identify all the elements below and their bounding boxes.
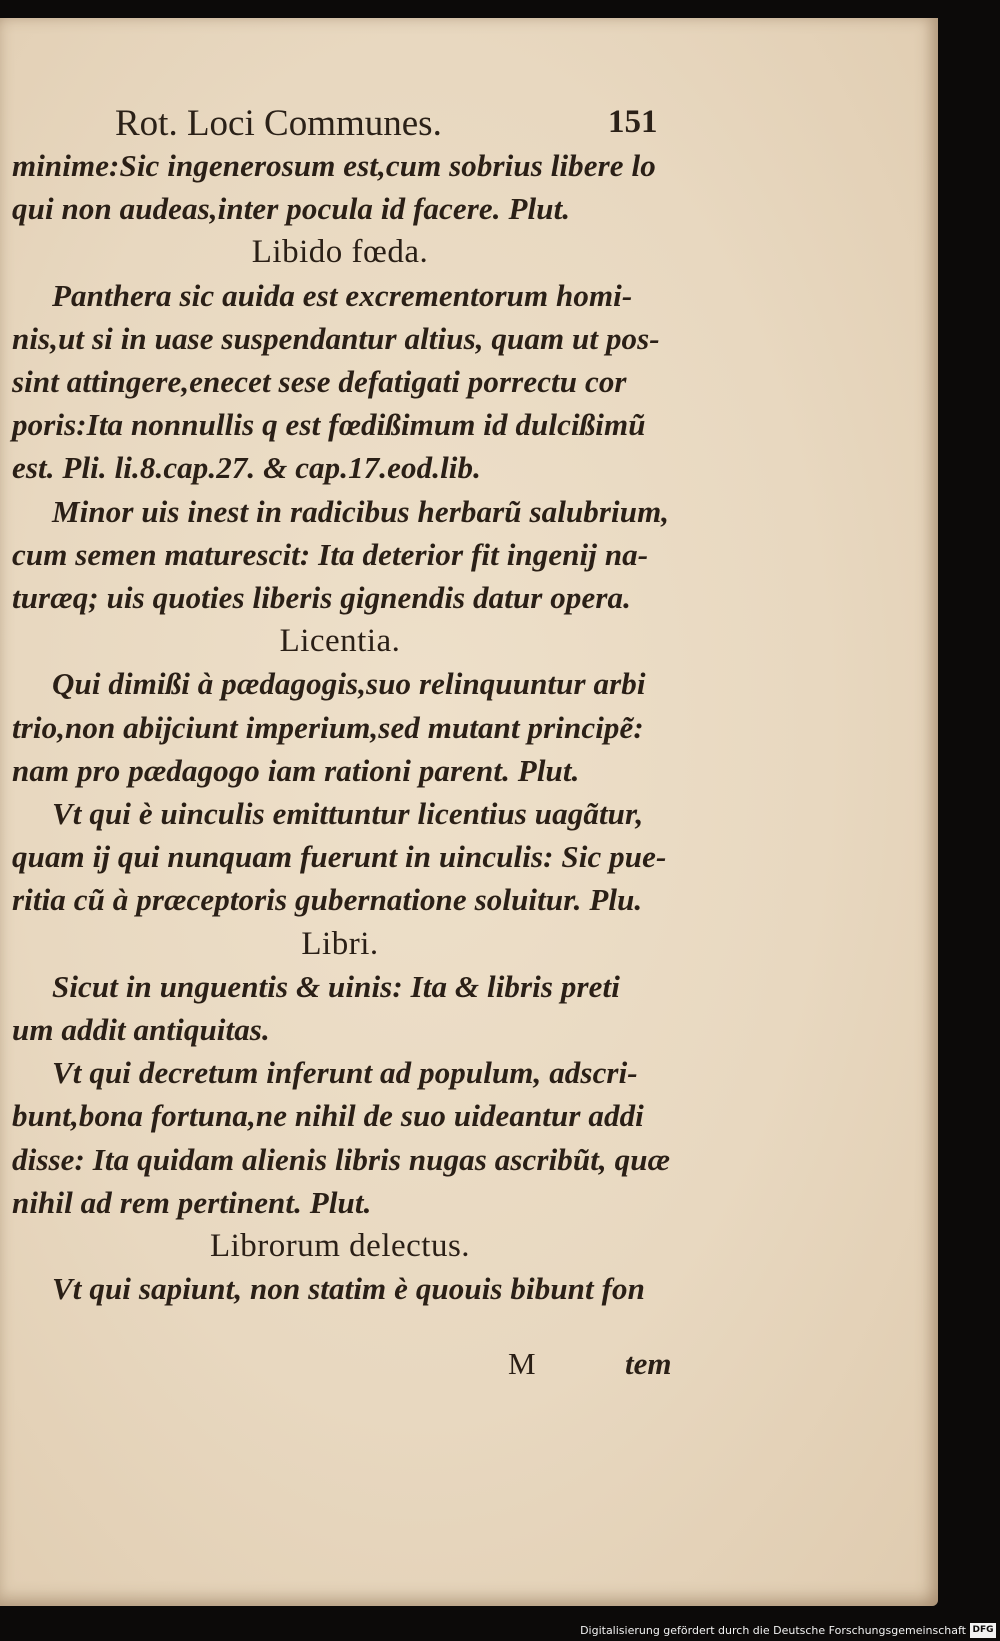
section-heading: Libido fœda. [251, 234, 429, 271]
text-line: est. Pli. li.8.cap.27. & cap.17.eod.lib. [12, 450, 481, 486]
paragraph-first-line: Vt qui decretum inferunt ad populum, adscri- [52, 1055, 638, 1091]
text-line: nam pro pædagogo iam rationi parent. Plut. [12, 752, 580, 788]
text-line: disse: Ita quidam alienis libris nugas ascribũt, quæ [12, 1141, 671, 1177]
text-line: ritia cũ à præceptoris gubernatione soluitur. Plu. [12, 882, 643, 918]
text-line: nihil ad rem pertinent. Plut. [12, 1184, 372, 1220]
text-line: quam ij qui nunquam fuerunt in uinculis: Sic pue- [12, 839, 667, 875]
section-heading: Licentia. [279, 623, 401, 660]
paragraph-first-line: Vt qui è uinculis emittuntur licentius uagãtur, [52, 796, 644, 831]
book-page [0, 18, 938, 1606]
section-heading: Libri. [301, 925, 379, 962]
text-line: turæq; uis quoties liberis gignendis datur opera. [12, 580, 631, 615]
text-line: trio,non abijciunt imperium,sed mutant principẽ: [12, 709, 644, 745]
catchword: tem [625, 1346, 672, 1381]
paragraph-first-line: Panthera sic auida est excrementorum homi- [52, 277, 633, 313]
signature-mark: M [508, 1346, 536, 1381]
text-line: qui non audeas,inter pocula id facere. Plut. [12, 191, 571, 227]
text-line: cum semen maturescit: Ita deterior fit ingenij na- [12, 536, 649, 572]
text-line: sint attingere,enecet sese defatigati porrectu cor [12, 364, 627, 399]
running-head [0, 102, 740, 152]
paragraph-first-line: Minor uis inest in radicibus herbarũ salubrium, [52, 493, 670, 529]
paragraph-first-line: Vt qui sapiunt, non statim è quouis bibunt fon [52, 1271, 645, 1307]
paragraph-first-line: Qui dimißi à pædagogis,suo relinquuntur arbi [52, 666, 646, 702]
text-line: minime:Sic ingenerosum est,cum sobrius libere lo [12, 148, 656, 183]
page-foot [0, 1346, 740, 1386]
page-number: 151 [608, 104, 658, 140]
text-line: um addit antiquitas. [12, 1012, 270, 1047]
text-line: nis,ut si in uase suspendantur altius, quam ut pos- [12, 320, 660, 356]
paragraph-first-line: Sicut in unguentis & uinis: Ita & libris preti [52, 968, 620, 1004]
dfg-logo-icon: DFG [970, 1623, 996, 1638]
footer-bar [0, 1622, 1000, 1641]
text-line: bunt,bona fortuna,ne nihil de suo uideantur addi [12, 1098, 644, 1134]
footer-credit: Digitalisierung gefördert durch die Deutsche Forschungsgemeinschaft [580, 1624, 966, 1637]
section-heading: Librorum delectus. [209, 1228, 471, 1264]
text-line: poris:Ita nonnullis q est fœdißimum id dulcißimũ [12, 407, 646, 443]
running-head-title: Rot. Loci Communes. [115, 103, 442, 144]
